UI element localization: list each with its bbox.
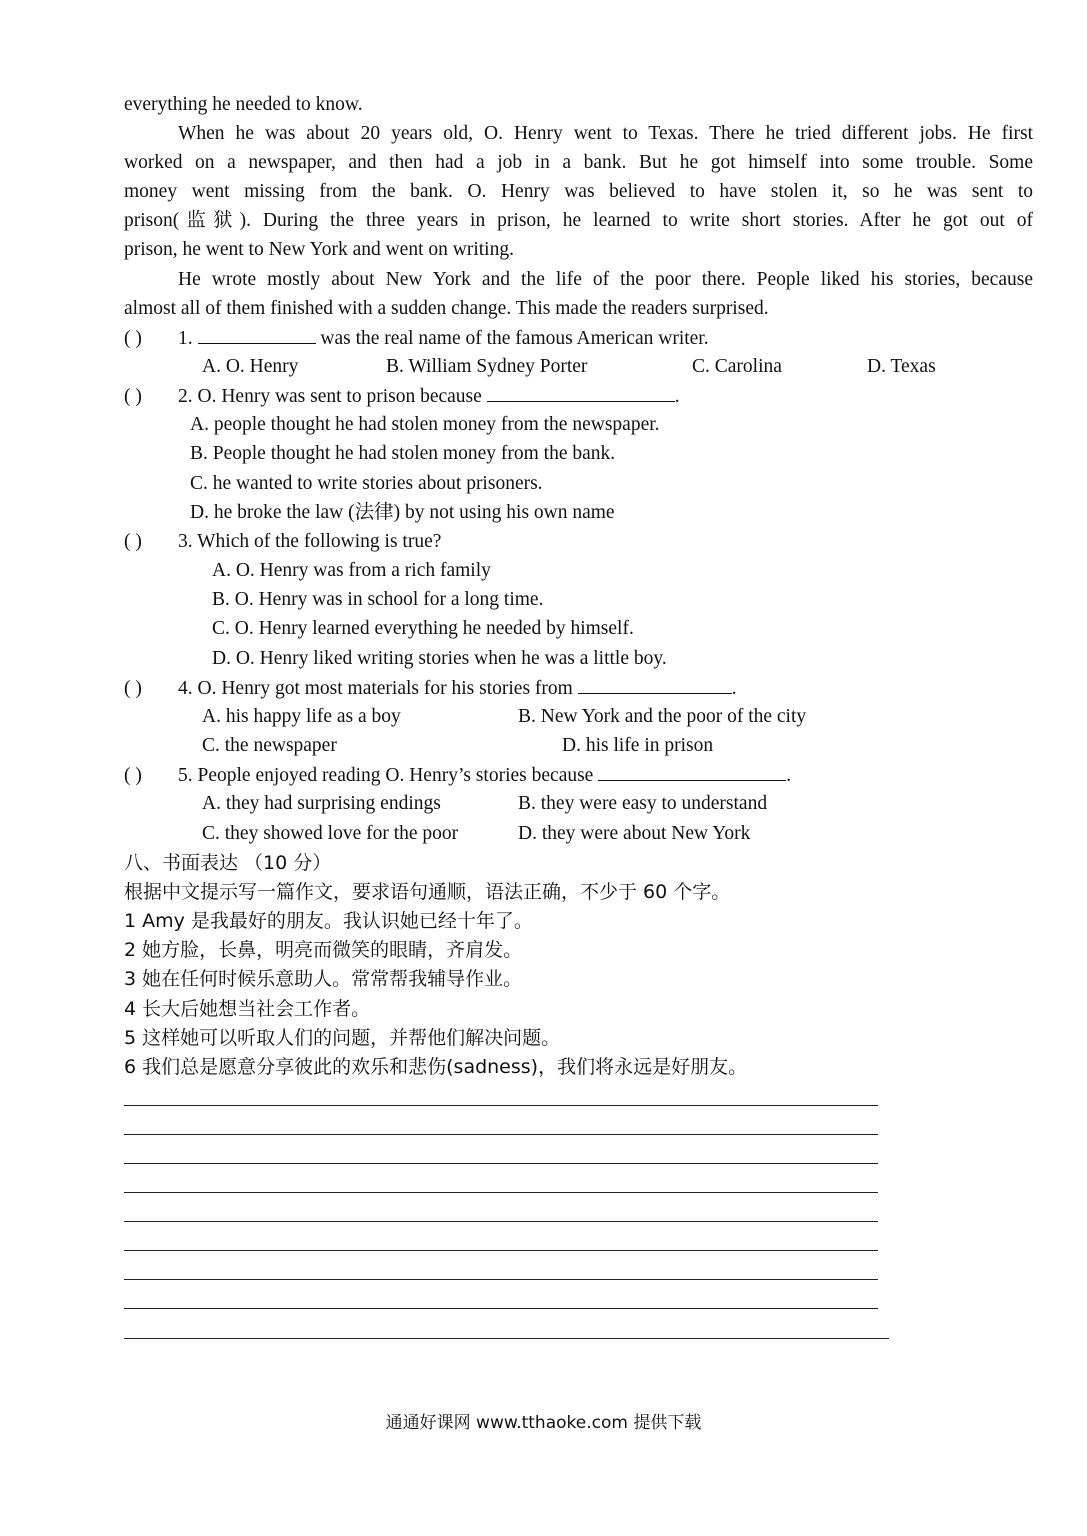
option: D. they were about New York xyxy=(518,823,751,844)
passage-line: He wrote mostly about New York and the life of the poor there. People liked his stories, because xyxy=(178,269,1033,290)
answer-paren[interactable]: ( ) xyxy=(124,328,142,349)
writing-line[interactable] xyxy=(124,1308,878,1309)
writing-line[interactable] xyxy=(124,1221,878,1222)
option: B. People thought he had stolen money from the bank. xyxy=(190,443,616,464)
question-stem: . xyxy=(786,765,792,786)
answer-paren[interactable]: ( ) xyxy=(124,386,142,407)
option: B. O. Henry was in school for a long time. xyxy=(212,589,544,610)
passage-line: When he was about 20 years old, O. Henry went to Texas. There he tried different jobs. He first xyxy=(178,123,1033,144)
option: A. his happy life as a boy xyxy=(202,706,401,727)
question-2 xyxy=(124,383,680,410)
question-stem: 1. xyxy=(178,328,193,349)
page-footer: 通通好课网 www.tthaoke.com 提供下载 xyxy=(385,1413,702,1433)
writing-line[interactable] xyxy=(124,1105,878,1106)
passage-line: worked on a newspaper, and then had a job in a bank. But he got himself into some trouble. Some xyxy=(124,152,1033,173)
answer-paren[interactable]: ( ) xyxy=(124,678,142,699)
question-5 xyxy=(124,762,791,789)
question-stem: . xyxy=(674,386,680,407)
writing-point: 5 这样她可以听取人们的问题，并帮他们解决问题。 xyxy=(124,1027,561,1049)
question-stem: was the real name of the famous American writer. xyxy=(320,328,709,349)
writing-point: 1 Amy 是我最好的朋友。我认识她已经十年了。 xyxy=(124,910,533,932)
option: A. O. Henry xyxy=(202,356,299,377)
writing-point: 2 她方脸，长鼻，明亮而微笑的眼睛，齐肩发。 xyxy=(124,939,523,961)
option: B. New York and the poor of the city xyxy=(518,706,807,727)
question-stem: 2. O. Henry was sent to prison because xyxy=(178,386,482,407)
writing-line[interactable] xyxy=(124,1338,889,1339)
passage-line: everything he needed to know. xyxy=(124,94,363,115)
section-heading: 八、书面表达 （10 分） xyxy=(124,852,332,874)
option: C. they showed love for the poor xyxy=(202,823,459,844)
answer-blank[interactable] xyxy=(487,383,675,402)
question-3 xyxy=(124,529,441,555)
writing-line[interactable] xyxy=(124,1134,878,1135)
question-1 xyxy=(124,325,709,352)
option: D. O. Henry liked writing stories when he was a little boy. xyxy=(212,648,667,669)
writing-point: 6 我们总是愿意分享彼此的欢乐和悲伤(sadness)，我们将永远是好朋友。 xyxy=(124,1056,748,1078)
passage-line: money went missing from the bank. O. Henry was believed to have stolen it, so he was sent to xyxy=(124,181,1033,202)
passage-line: prison, he went to New York and went on writing. xyxy=(124,239,514,260)
option: B. William Sydney Porter xyxy=(386,356,588,377)
question-stem: 3. Which of the following is true? xyxy=(178,531,442,552)
writing-line[interactable] xyxy=(124,1250,878,1251)
answer-blank[interactable] xyxy=(198,325,316,344)
question-4 xyxy=(124,675,737,702)
option: D. Texas xyxy=(867,356,936,377)
writing-line[interactable] xyxy=(124,1279,878,1280)
option: C. O. Henry learned everything he needed by himself. xyxy=(212,618,634,639)
question-stem: 4. O. Henry got most materials for his stories from xyxy=(178,678,573,699)
passage-line: almost all of them finished with a sudden change. This made the readers surprised. xyxy=(124,298,769,319)
writing-instruction: 根据中文提示写一篇作文，要求语句通顺，语法正确，不少于 60 个字。 xyxy=(124,881,731,903)
answer-paren[interactable]: ( ) xyxy=(124,765,142,786)
question-stem: 5. People enjoyed reading O. Henry’s stories because xyxy=(178,765,594,786)
option: D. his life in prison xyxy=(562,735,714,756)
answer-blank[interactable] xyxy=(578,675,732,694)
option: C. Carolina xyxy=(692,356,782,377)
writing-point: 4 长大后她想当社会工作者。 xyxy=(124,998,371,1020)
option: C. he wanted to write stories about prisoners. xyxy=(190,473,543,494)
question-stem: . xyxy=(731,678,737,699)
answer-paren[interactable]: ( ) xyxy=(124,531,142,552)
writing-line[interactable] xyxy=(124,1163,878,1164)
option: D. he broke the law (法律) by not using his own name xyxy=(190,502,615,523)
writing-point: 3 她在任何时候乐意助人。常常帮我辅导作业。 xyxy=(124,968,523,990)
option: B. they were easy to understand xyxy=(518,793,768,814)
answer-blank[interactable] xyxy=(598,762,786,781)
option: A. people thought he had stolen money from the newspaper. xyxy=(190,414,660,435)
writing-line[interactable] xyxy=(124,1192,878,1193)
option: A. O. Henry was from a rich family xyxy=(212,560,491,581)
option: C. the newspaper xyxy=(202,735,337,756)
option: A. they had surprising endings xyxy=(202,793,441,814)
passage-line: prison(监狱). During the three years in prison, he learned to write short stories. After he got out of xyxy=(124,210,1033,231)
